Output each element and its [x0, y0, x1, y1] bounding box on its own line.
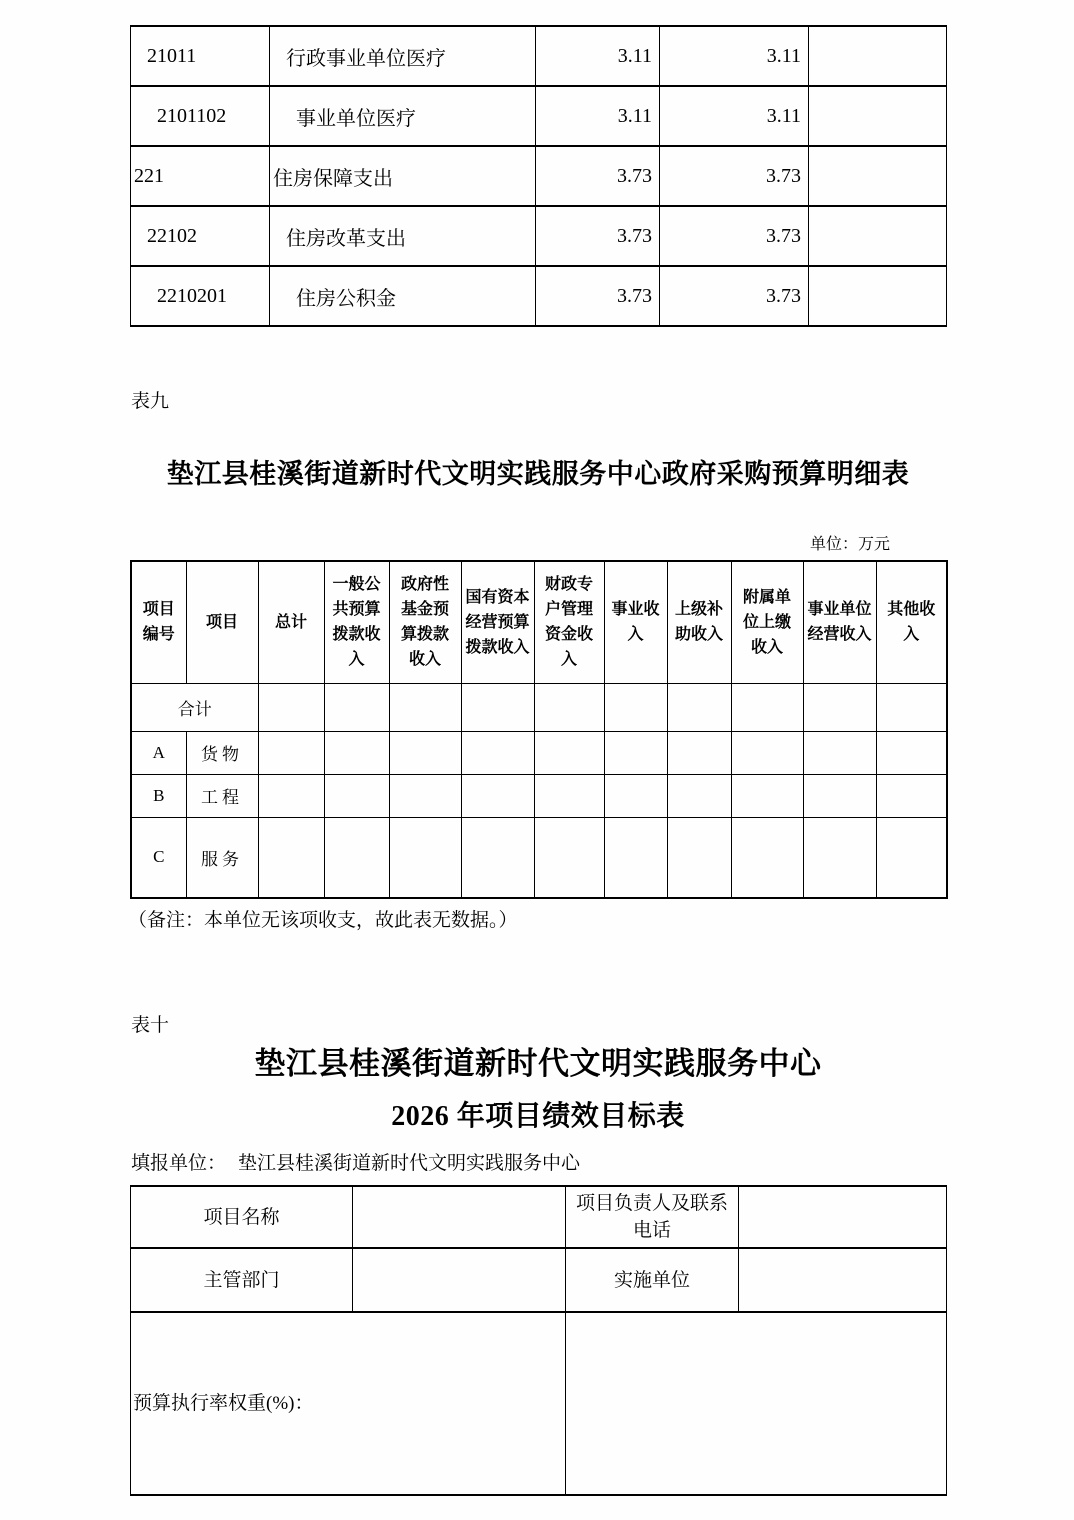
- table-row: [131, 146, 947, 206]
- col-header: 上级补助收入: [667, 561, 731, 683]
- col-header: 事业收入: [604, 561, 667, 683]
- empty-cell: [604, 731, 667, 774]
- empty-cell: [731, 774, 803, 817]
- filling-unit-value: 垫江县桂溪街道新时代文明实践服务中心: [238, 1153, 581, 1174]
- empty-cell: [803, 683, 876, 731]
- budget-value: 3.73: [536, 146, 660, 206]
- empty-cell: [534, 817, 604, 898]
- leader-contact-value: [739, 1186, 947, 1248]
- table-row: [131, 731, 947, 774]
- empty-cell: [534, 731, 604, 774]
- budget-value-empty: [809, 206, 947, 266]
- table-row: [131, 1248, 947, 1312]
- table-row: [131, 1312, 947, 1495]
- empty-cell: [604, 774, 667, 817]
- empty-cell: [876, 731, 947, 774]
- empty-cell: [461, 731, 534, 774]
- col-header: 附属单位上缴收入: [731, 561, 803, 683]
- col-header: 总计: [258, 561, 324, 683]
- dept-label: 主管部门: [131, 1248, 353, 1312]
- col-header: 一般公共预算拨款收入: [324, 561, 389, 683]
- table9-tag: 表九: [131, 391, 170, 412]
- budget-code: 22102: [131, 206, 270, 266]
- category-code: C: [131, 817, 186, 898]
- table10-title-line2: 2026 年项目绩效目标表: [391, 1101, 685, 1132]
- budget-value-empty: [809, 266, 947, 326]
- budget-code: 221: [131, 146, 270, 206]
- total-row: [131, 683, 947, 731]
- table9-title: 垫江县桂溪街道新时代文明实践服务中心政府采购预算明细表: [166, 459, 910, 489]
- col-header: 项目编号: [131, 561, 186, 683]
- table-row: [131, 1186, 947, 1248]
- empty-cell: [667, 817, 731, 898]
- budget-value-empty: [809, 146, 947, 206]
- category-code: B: [131, 774, 186, 817]
- table10-tag: 表十: [131, 1015, 170, 1036]
- budget-code: 21011: [131, 26, 270, 86]
- empty-cell: [731, 683, 803, 731]
- header-row: [131, 561, 947, 683]
- budget-item-name: 行政事业单位医疗: [270, 26, 536, 86]
- category-code: A: [131, 731, 186, 774]
- budget-exec-weight-value: [566, 1312, 947, 1495]
- project-name-value: [353, 1186, 566, 1248]
- table-row: [131, 86, 947, 146]
- budget-item-name: 住房公积金: [270, 266, 536, 326]
- empty-cell: [876, 774, 947, 817]
- col-header: 项目: [186, 561, 258, 683]
- budget-value: 3.73: [536, 206, 660, 266]
- budget-value-empty: [809, 86, 947, 146]
- col-header: 其他收入: [876, 561, 947, 683]
- category-name: 工程: [186, 774, 258, 817]
- unit-label: 单位：万元: [809, 536, 890, 553]
- budget-code: 2210201: [131, 266, 270, 326]
- budget-item-name: 住房保障支出: [270, 146, 536, 206]
- empty-cell: [803, 731, 876, 774]
- empty-cell: [324, 774, 389, 817]
- empty-cell: [258, 683, 324, 731]
- empty-cell: [803, 774, 876, 817]
- col-header: 政府性基金预算拨款收入: [389, 561, 461, 683]
- table-row: [131, 26, 947, 86]
- table-row: [131, 774, 947, 817]
- category-name: 货物: [186, 731, 258, 774]
- procurement-budget-table: [130, 560, 948, 899]
- budget-exec-weight-label: 预算执行率权重(%)：: [131, 1312, 566, 1495]
- empty-cell: [667, 683, 731, 731]
- filling-unit-line: [131, 1148, 580, 1175]
- col-header: 事业单位经营收入: [803, 561, 876, 683]
- impl-unit-value: [739, 1248, 947, 1312]
- category-name: 服务: [186, 817, 258, 898]
- budget-item-name: 住房改革支出: [270, 206, 536, 266]
- empty-cell: [534, 683, 604, 731]
- empty-cell: [876, 683, 947, 731]
- budget-value: 3.11: [660, 26, 809, 86]
- empty-cell: [324, 731, 389, 774]
- budget-item-name: 事业单位医疗: [270, 86, 536, 146]
- table-row: [131, 206, 947, 266]
- empty-cell: [803, 817, 876, 898]
- budget-value: 3.73: [660, 266, 809, 326]
- table10-title-line1: 垫江县桂溪街道新时代文明实践服务中心: [254, 1046, 822, 1081]
- empty-cell: [258, 731, 324, 774]
- empty-cell: [389, 817, 461, 898]
- budget-value: 3.11: [660, 86, 809, 146]
- budget-value: 3.11: [536, 26, 660, 86]
- empty-cell: [667, 731, 731, 774]
- impl-unit-label: 实施单位: [566, 1248, 739, 1312]
- table9-note: （备注：本单位无该项收支，故此表无数据。）: [128, 910, 518, 931]
- empty-cell: [389, 774, 461, 817]
- empty-cell: [667, 774, 731, 817]
- empty-cell: [389, 683, 461, 731]
- empty-cell: [604, 683, 667, 731]
- empty-cell: [534, 774, 604, 817]
- col-header: 财政专户管理资金收入: [534, 561, 604, 683]
- budget-value-empty: [809, 26, 947, 86]
- budget-value: 3.73: [536, 266, 660, 326]
- empty-cell: [389, 731, 461, 774]
- total-label: 合计: [131, 683, 258, 731]
- empty-cell: [461, 683, 534, 731]
- empty-cell: [324, 683, 389, 731]
- empty-cell: [731, 731, 803, 774]
- empty-cell: [876, 817, 947, 898]
- col-header: 国有资本经营预算拨款收入: [461, 561, 534, 683]
- performance-target-table: [130, 1185, 947, 1496]
- table-row: [131, 266, 947, 326]
- table-row: [131, 817, 947, 898]
- budget-continuation-table: [130, 25, 947, 327]
- budget-value: 3.73: [660, 146, 809, 206]
- filling-unit-label: 填报单位：: [131, 1153, 227, 1174]
- empty-cell: [604, 817, 667, 898]
- budget-value: 3.11: [536, 86, 660, 146]
- empty-cell: [324, 817, 389, 898]
- project-name-label: 项目名称: [131, 1186, 353, 1248]
- empty-cell: [461, 817, 534, 898]
- dept-value: [353, 1248, 566, 1312]
- empty-cell: [461, 774, 534, 817]
- leader-contact-label: 项目负责人及联系电话: [566, 1186, 739, 1248]
- empty-cell: [258, 817, 324, 898]
- budget-code: 2101102: [131, 86, 270, 146]
- budget-value: 3.73: [660, 206, 809, 266]
- empty-cell: [731, 817, 803, 898]
- empty-cell: [258, 774, 324, 817]
